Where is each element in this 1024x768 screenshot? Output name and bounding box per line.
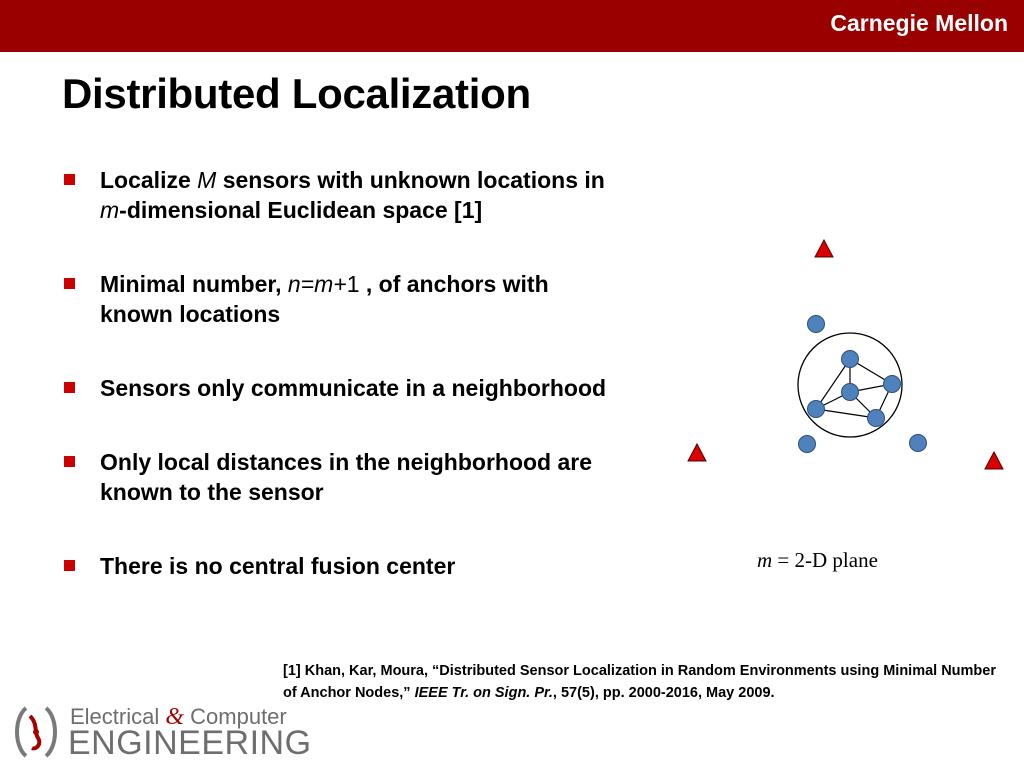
bullet-item: Localize M sensors with unknown locations in m-dimensional Euclidean space [1] — [62, 165, 622, 225]
sensor-node — [910, 435, 927, 452]
sensor-node — [808, 401, 825, 418]
bullet-marker-icon — [64, 456, 75, 467]
sensor-node — [842, 351, 859, 368]
anchor-triangle-icon — [985, 452, 1003, 469]
diagram-caption: m = 2-D plane — [757, 548, 878, 572]
network-edge — [816, 409, 876, 418]
logo-text-line1: Electrical & Computer — [70, 704, 287, 730]
sensor-node — [884, 376, 901, 393]
sensor-nodes — [799, 316, 927, 453]
bullet-marker-icon — [64, 560, 75, 571]
bullet-item: Minimal number, n=m+1 , of anchors with known locations — [62, 269, 622, 329]
header-bar — [0, 0, 1024, 52]
ece-logo — [8, 700, 312, 764]
sensor-node — [808, 316, 825, 333]
slide-title: Distributed Localization — [62, 70, 531, 117]
bullet-item: Only local distances in the neighborhood are known to the sensor — [62, 447, 622, 507]
sensor-node — [799, 436, 816, 453]
sensor-network-diagram — [680, 230, 1010, 490]
anchor-triangle-icon — [688, 444, 706, 461]
brand-name: Carnegie Mellon — [830, 10, 1008, 36]
reference-note: [1] Khan, Kar, Moura, “Distributed Sensor Localization in Random Environments using Minimal Number of Anchor Nodes,” IEEE Tr. on Sign. Pr., 57(5), pp. 2000-2016, May 2009. — [283, 663, 996, 701]
sensor-node — [842, 384, 859, 401]
bullet-item: There is no central fusion center — [62, 551, 622, 581]
bullet-marker-icon — [64, 382, 75, 393]
bullet-marker-icon — [64, 174, 75, 185]
anchor-triangle-icon — [815, 240, 833, 257]
logo-text-line2: ENGINEERING — [68, 724, 312, 762]
sensor-node — [868, 410, 885, 427]
bullet-item: Sensors only communicate in a neighborhood — [62, 373, 622, 403]
bullet-marker-icon — [64, 278, 75, 289]
bullet-list — [62, 165, 622, 625]
network-edge — [816, 359, 850, 409]
ece-logo-mark-icon — [8, 702, 64, 762]
